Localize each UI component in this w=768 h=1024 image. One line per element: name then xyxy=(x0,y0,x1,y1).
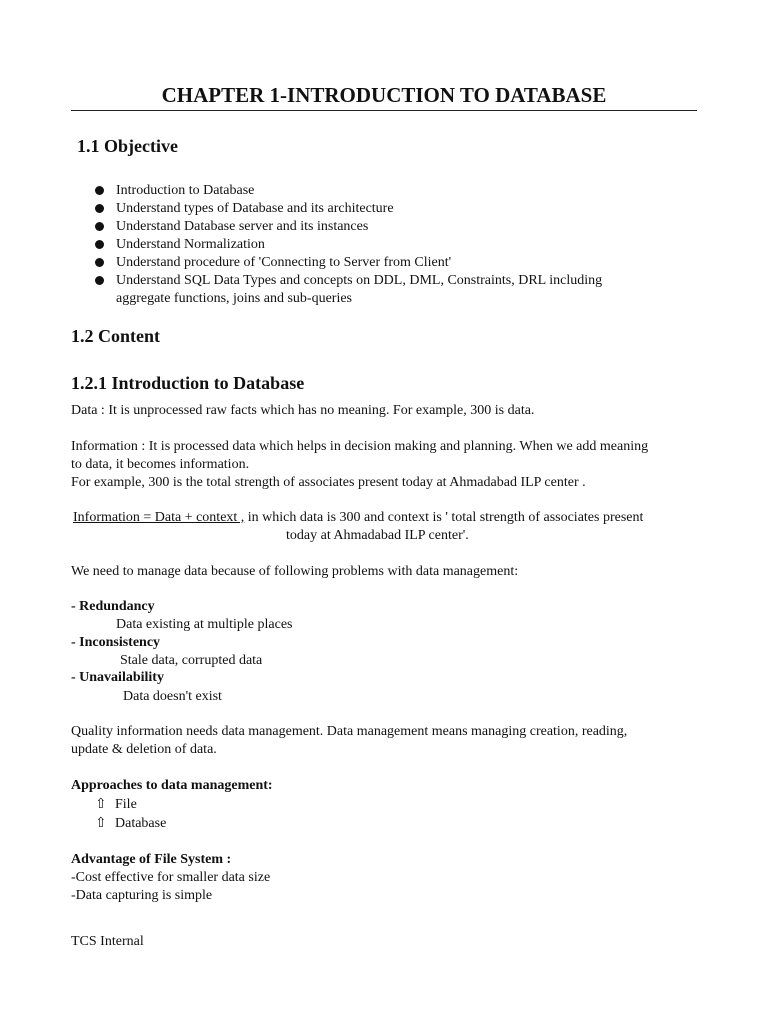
list-item xyxy=(95,236,602,254)
title-divider xyxy=(71,110,697,111)
information-example: For example, 300 is the total strength of associates present today at Ahmadabad ILP center . xyxy=(71,475,586,490)
problem-name: - Redundancy xyxy=(71,599,155,614)
advantage-item: -Data capturing is simple xyxy=(71,888,213,903)
approach-item xyxy=(95,815,166,833)
formula-continuation: today at Ahmadabad ILP center'. xyxy=(286,528,469,543)
quality-text: Quality information needs data management. Data management means managing creation, reading, xyxy=(71,724,628,739)
quality-text-cont: update & deletion of data. xyxy=(71,742,217,757)
bullet-text: Understand Normalization xyxy=(116,237,265,252)
list-item xyxy=(95,254,602,272)
list-item xyxy=(95,182,602,200)
bullet-icon xyxy=(95,258,104,267)
bullet-text: Understand types of Database and its architecture xyxy=(116,201,394,216)
objective-list xyxy=(95,182,602,308)
problem-desc: Data doesn't exist xyxy=(123,689,222,704)
approaches-heading: Approaches to data management: xyxy=(71,778,273,793)
content-heading: 1.2 Content xyxy=(71,326,160,346)
data-definition: Data : It is unprocessed raw facts which has no meaning. For example, 300 is data. xyxy=(71,403,535,418)
problem-desc: Stale data, corrupted data xyxy=(120,653,263,668)
objective-heading: 1.1 Objective xyxy=(77,136,178,156)
bullet-text: aggregate functions, joins and sub-queries xyxy=(116,291,352,306)
advantage-heading: Advantage of File System : xyxy=(71,852,232,867)
chapter-title: CHAPTER 1-INTRODUCTION TO DATABASE xyxy=(161,83,607,107)
approach-item xyxy=(95,796,137,814)
problem-desc: Data existing at multiple places xyxy=(116,617,293,632)
bullet-icon xyxy=(95,186,104,195)
approach-label: Database xyxy=(115,816,167,831)
list-item xyxy=(95,272,602,290)
information-definition-cont: to data, it becomes information. xyxy=(71,457,250,472)
formula-rhs: in which data is 300 and context is ' total strength of associates present xyxy=(244,510,644,525)
problem-name: - Unavailability xyxy=(71,670,164,685)
information-definition: Information : It is processed data which helps in decision making and planning. When we add meaning xyxy=(71,439,649,454)
list-item xyxy=(95,200,602,218)
list-item-continuation xyxy=(95,290,602,308)
footer-label: TCS Internal xyxy=(71,934,144,949)
need-text: We need to manage data because of following problems with data management: xyxy=(71,564,519,579)
bullet-text: Understand Database server and its instances xyxy=(116,219,369,234)
intro-heading: 1.2.1 Introduction to Database xyxy=(71,373,305,393)
bullet-text: Introduction to Database xyxy=(116,183,255,198)
approach-label: File xyxy=(115,797,137,812)
problem-name: - Inconsistency xyxy=(71,635,161,650)
formula-lhs: Information = Data + context , xyxy=(73,510,245,525)
bullet-icon xyxy=(95,240,104,249)
arrow-up-icon: ⇧ xyxy=(95,797,107,812)
arrow-up-icon: ⇧ xyxy=(95,816,107,831)
bullet-icon xyxy=(95,276,104,285)
bullet-text: Understand procedure of 'Connecting to Server from Client' xyxy=(116,255,452,270)
list-item xyxy=(95,218,602,236)
formula-line xyxy=(73,509,643,527)
bullet-icon xyxy=(95,222,104,231)
bullet-text: Understand SQL Data Types and concepts on DDL, DML, Constraints, DRL including xyxy=(116,273,603,288)
advantage-item: -Cost effective for smaller data size xyxy=(71,870,271,885)
bullet-icon xyxy=(95,204,104,213)
